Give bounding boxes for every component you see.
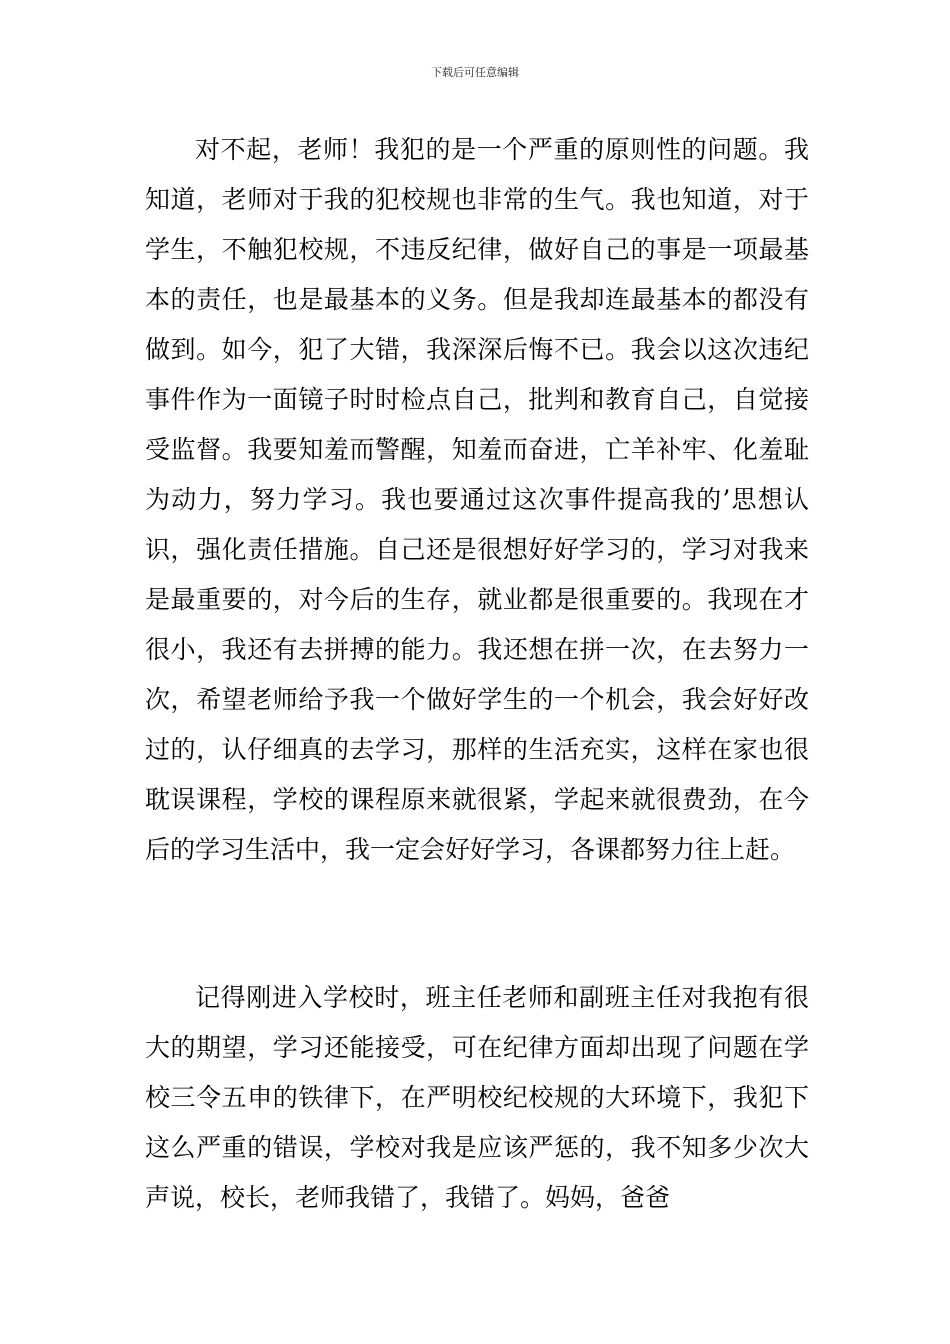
paragraph-text: 对不起，老师！我犯的是一个严重的原则性的问题。我知道，老师对于我的犯校规也非常的生气。我也知道，对于学生，不触犯校规，不违反纪律，做好自己的事是一项最基本的责任，也是最基本的义务。但是我却连最基本的都没有做到。如今，犯了大错，我深深后悔不已。我会以这次违纪事件作为一面镜子时时检点自己，批判和教育自己，自觉接受监督。我要知羞而警醒，知羞而奋进，亡羊补牢、化羞耻为动力，努力学习。我也要通过这次事件提高我的’思想认识，强化责任措施。自己还是很想好好学习的，学习对我来是最重要的，对今后的生存，就业都是很重要的。我现在才很小，我还有去拼搏的能力。我还想在拼一次，在去努力一次，希望老师给予我一个做好学生的一个机会，我会好好改过的，认仔细真的去学习，那样的生活充实，这样在家也很耽误课程，学校的课程原来就很紧，学起来就很费劲，在今后的学习生活中，我一定会好好学习，各课都努力往上赶。 [145, 135, 809, 864]
paragraph-text: 记得刚进入学校时，班主任老师和副班主任对我抱有很大的期望，学习还能接受，可在纪律方面却出现了问题在学校三令五申的铁律下，在严明校纪校规的大环境下，我犯下这么严重的错误，学校对我是应该严惩的，我不知多少次大声说，校长，老师我错了，我错了。妈妈，爸爸 [145, 983, 809, 1212]
paragraph-block-1 [145, 125, 809, 875]
paragraph-block-2 [145, 973, 809, 1223]
header-note: 下载后可任意编辑 [431, 66, 519, 79]
